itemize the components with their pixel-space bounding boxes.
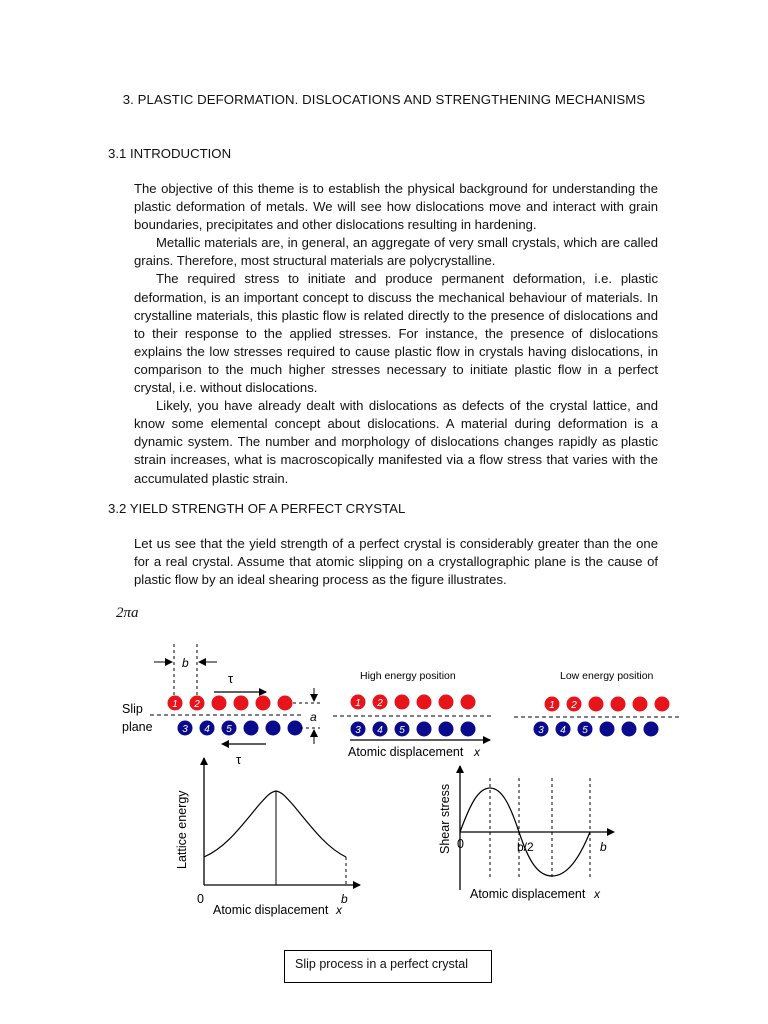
atom-label: 1	[549, 700, 555, 711]
atom-label: 4	[204, 724, 210, 735]
document-title: 3. PLASTIC DEFORMATION. DISLOCATIONS AND STRENGTHENING MECHANISMS	[122, 92, 646, 107]
atom	[461, 695, 476, 710]
atom	[266, 721, 281, 736]
x-variable: x	[336, 903, 342, 917]
plane-label: plane	[122, 720, 153, 734]
atom-label: 1	[355, 698, 361, 709]
lattice-energy-ylabel: Lattice energy	[175, 790, 189, 869]
energy-curve	[204, 791, 346, 857]
atom-label: 5	[582, 725, 588, 736]
b-label: b	[341, 892, 348, 906]
formula-2-pi-a: 2πa	[116, 605, 139, 621]
tau-label-bottom: τ	[236, 752, 242, 767]
atom-label: 3	[182, 724, 188, 735]
atomic-displacement-xlabel: Atomic displacement	[213, 903, 329, 917]
atom	[212, 696, 227, 711]
paragraph: Let us see that the yield strength of a perfect crystal is considerably greater than the one for a real crystal. Assume that atomic slipping on a crystallographic plane is the cause of plastic flow by an ideal shearing process as the figure illustrates.	[134, 536, 658, 588]
paragraph: Likely, you have already dealt with dislocations as defects of the crystal lattice, and know some elemental concept about dislocations. A material during deformation is a dynamic system. The number and morphology of dislocations changes rapidly as plastic strain increases, what is macroscopically manifested via a flow stress that varies with the accumulated plastic strain.	[134, 398, 658, 486]
atom	[256, 696, 271, 711]
atom-label: 2	[377, 698, 383, 709]
atom	[633, 697, 648, 712]
section-heading-introduction: 3.1 INTRODUCTION	[108, 146, 232, 161]
x-variable: x	[474, 745, 480, 759]
zero-label: 0	[457, 837, 464, 851]
atom-label: 3	[538, 725, 544, 736]
lattice-energy-plot	[175, 758, 360, 917]
paragraph: The objective of this theme is to establish the physical background for understanding the plastic deformation of metals. We will see how dislocations move and interact with grain boundaries, precipitates and other dislocations resulting in hardening.	[134, 181, 658, 233]
atom	[622, 722, 637, 737]
atom	[395, 695, 410, 710]
atom	[461, 722, 476, 737]
atom	[644, 722, 659, 737]
atom	[589, 697, 604, 712]
atom	[244, 721, 259, 736]
tau-label-top: τ	[228, 671, 234, 686]
atom-label: 2	[571, 700, 577, 711]
shear-stress-ylabel: Shear stress	[438, 783, 452, 854]
atom-label: 5	[399, 725, 405, 736]
section-heading-yield-strength: 3.2 YIELD STRENGTH OF A PERFECT CRYSTAL	[108, 501, 406, 516]
atom	[417, 695, 432, 710]
x-variable: x	[594, 887, 600, 901]
panel-low-energy	[514, 670, 680, 737]
b-half-label: b/2	[517, 840, 534, 854]
panel-high-energy	[333, 670, 494, 759]
atom	[439, 695, 454, 710]
atom-label: 2	[194, 699, 200, 710]
atom	[417, 722, 432, 737]
atom	[278, 696, 293, 711]
slip-label: Slip	[122, 702, 143, 716]
yield-strength-body	[134, 535, 658, 589]
low-energy-label: Low energy position	[560, 670, 654, 682]
shear-stress-plot	[438, 766, 614, 901]
atom	[655, 697, 670, 712]
a-label: a	[310, 710, 317, 724]
atom	[600, 722, 615, 737]
b-label: b	[600, 840, 607, 854]
atom-label: 1	[172, 699, 178, 710]
slip-process-figure	[0, 640, 768, 940]
zero-label: 0	[197, 892, 204, 906]
atomic-displacement-label: Atomic displacement	[348, 745, 464, 759]
atom-label: 3	[355, 725, 361, 736]
atom-label: 4	[560, 725, 566, 736]
b-label: b	[182, 656, 189, 670]
introduction-body	[134, 180, 658, 488]
paragraph: The required stress to initiate and produce permanent deformation, i.e. plastic deformation, is an important concept to discuss the mechanical behaviour of materials. In crystalline materials, this plastic flow is related directly to the presence of dislocations and to their response to the applied stresses. For instance, the presence of dislocations explains the low stresses required to cause plastic flow in crystals having dislocations, in comparison to the much higher stresses necessary to initiate plastic flow in a perfect crystal, i.e. without dislocations.	[134, 271, 658, 396]
atom-label: 4	[377, 725, 383, 736]
atom	[611, 697, 626, 712]
atom	[439, 722, 454, 737]
panel-initial	[122, 644, 320, 767]
atomic-displacement-xlabel: Atomic displacement	[470, 887, 586, 901]
atom	[234, 696, 249, 711]
atom-label: 5	[226, 724, 232, 735]
high-energy-label: High energy position	[360, 670, 456, 682]
figure-caption: Slip process in a perfect crystal	[284, 950, 492, 983]
paragraph: Metallic materials are, in general, an aggregate of very small crystals, which are called grains. Therefore, most structural materials are polycrystalline.	[134, 235, 658, 269]
